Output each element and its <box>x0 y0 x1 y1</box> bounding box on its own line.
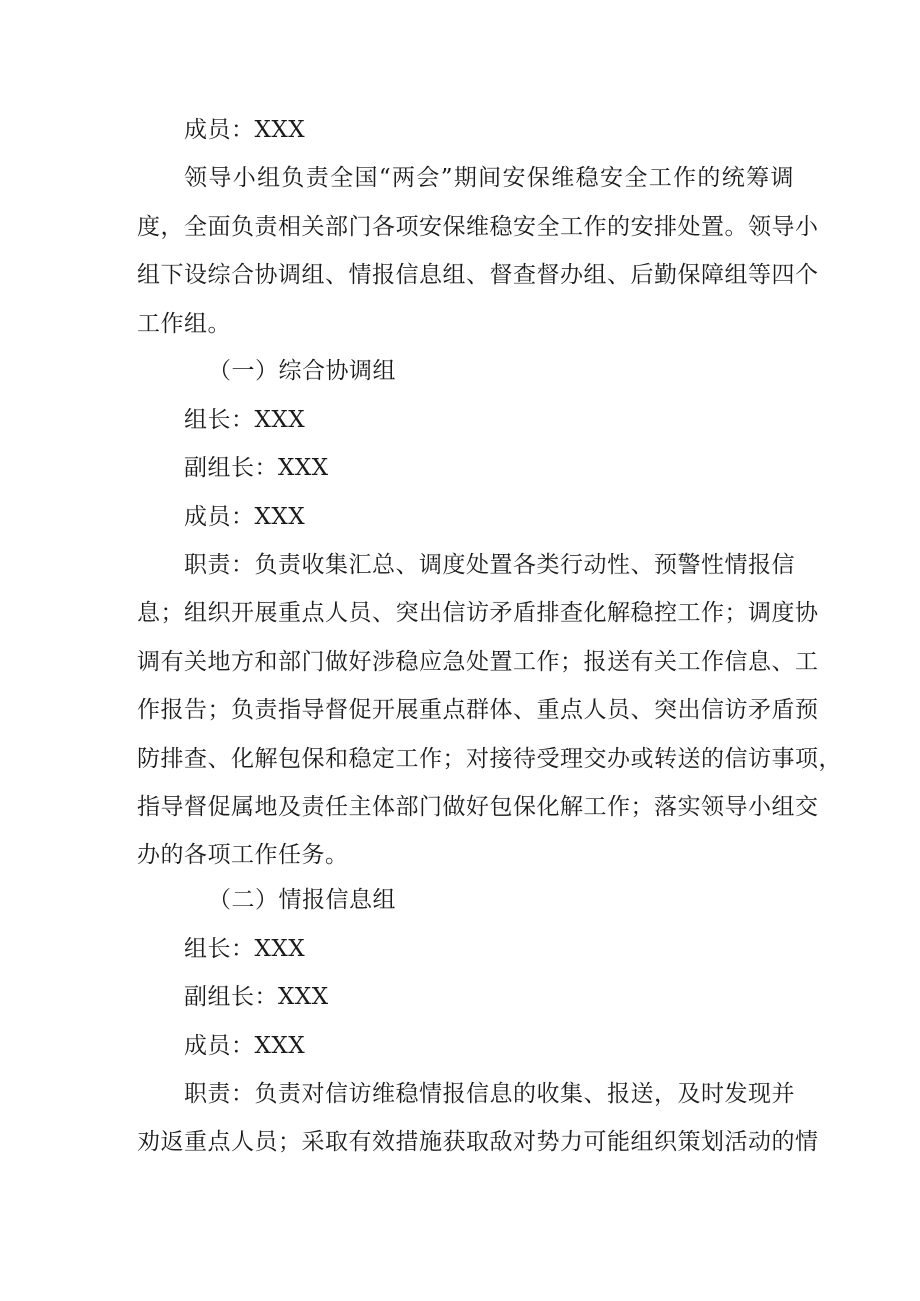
duty-line: 息；组织开展重点人员、突出信访矛盾排查化解稳控工作；调度协 <box>137 600 819 626</box>
member-line: 成员：XXX <box>184 117 306 143</box>
paragraph-line: 领导小组负责全国“两会”期间安保维稳安全工作的统筹调 <box>184 165 794 191</box>
paragraph-line: 组下设综合协调组、情报信息组、督查督办组、后勤保障组等四个 <box>137 262 819 288</box>
duty-line: 防排查、化解包保和稳定工作；对接待受理交办或转送的信访事项， <box>137 746 842 772</box>
section-heading: （一）综合协调组 <box>208 358 396 384</box>
paragraph-line: 工作组。 <box>137 311 231 337</box>
duty-line: 调有关地方和部门做好涉稳应急处置工作；报送有关工作信息、工 <box>137 649 819 675</box>
duty-line: 职责：负责收集汇总、调度处置各类行动性、预警性情报信 <box>184 552 795 578</box>
duty-line: 职责：负责对信访维稳情报信息的收集、报送，及时发现并 <box>184 1081 795 1107</box>
member-line: 成员：XXX <box>184 504 306 530</box>
duty-line: 劝返重点人员；采取有效措施获取敌对势力可能组织策划活动的情 <box>137 1129 819 1155</box>
leader-line: 组长：XXX <box>184 936 306 962</box>
member-line: 成员：XXX <box>184 1033 306 1059</box>
deputy-leader-line: 副组长：XXX <box>184 984 329 1010</box>
duty-line: 作报告；负责指导督促开展重点群体、重点人员、突出信访矛盾预 <box>137 697 819 723</box>
duty-line: 指导督促属地及责任主体部门做好包保化解工作；落实领导小组交 <box>137 794 819 820</box>
leader-line: 组长：XXX <box>184 407 306 433</box>
paragraph-line: 度，全面负责相关部门各项安保维稳安全工作的安排处置。领导小 <box>137 214 819 240</box>
section-heading: （二）情报信息组 <box>208 887 396 913</box>
duty-line: 办的各项工作任务。 <box>137 842 349 868</box>
deputy-leader-line: 副组长：XXX <box>184 455 329 481</box>
